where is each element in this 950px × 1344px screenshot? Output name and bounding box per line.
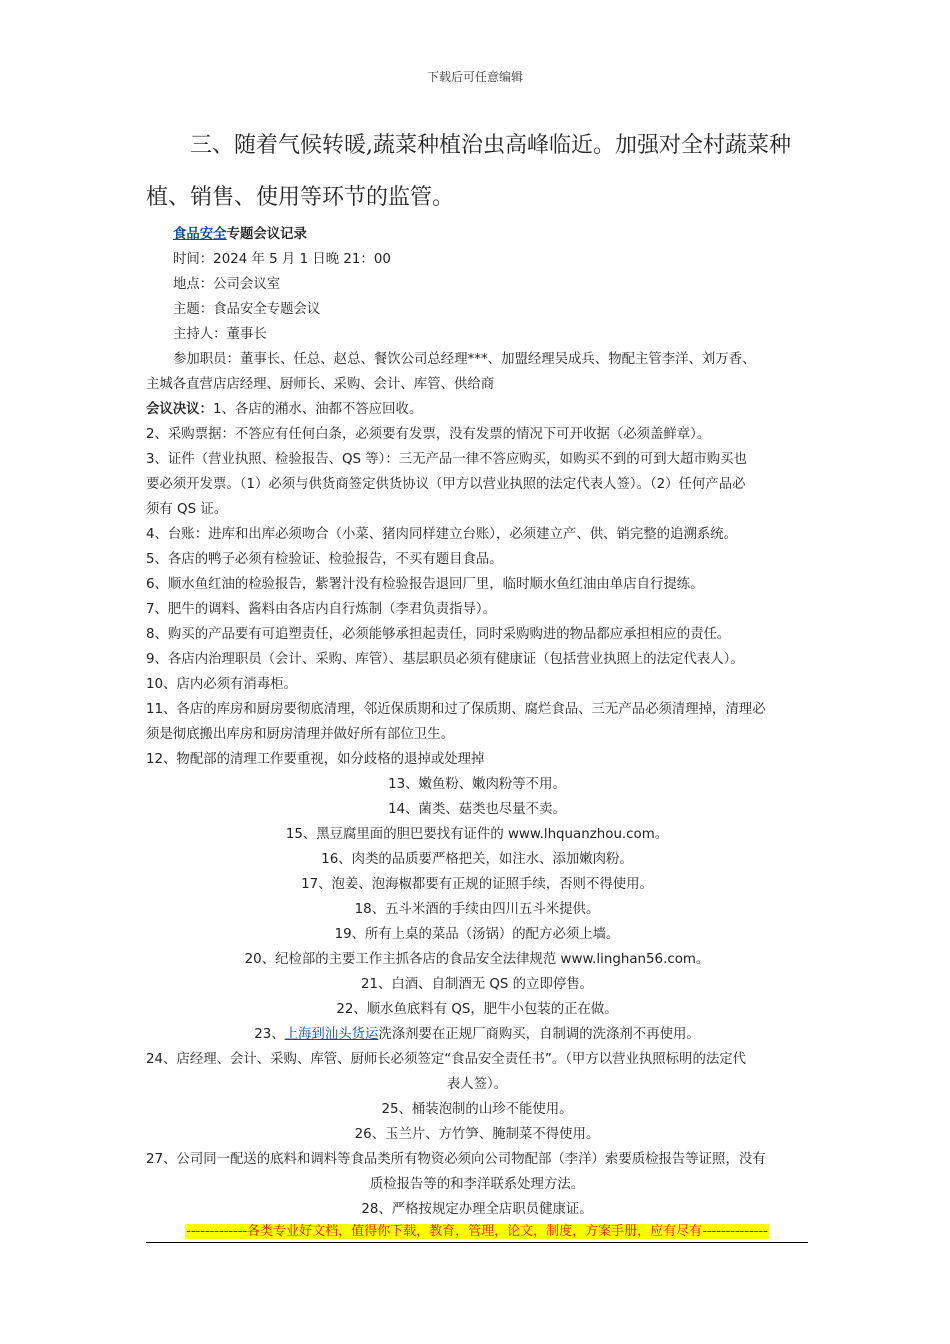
resolution-item-24-line-2: 表人签）。 bbox=[446, 1077, 508, 1092]
item23-text: 洗涤剂要在正规厂商购买，自制调的洗涤剂不再使用。 bbox=[378, 1027, 700, 1042]
title-text: 专题会议记录 bbox=[226, 227, 307, 242]
resolution-item: 7、肥牛的调料、酱料由各店内自行炼制（李君负责指导）。 bbox=[146, 602, 496, 617]
meta-attendees: 参加职员：董事长、任总、赵总、餐饮公司总经理***、加盟经理吴成兵、物配主管李洋、刘万香、 bbox=[173, 352, 756, 367]
resolution-item-24-line-1: 24、店经理、会计、采购、库管、厨师长必须签定“食品安全责任书”。（甲方以营业执照标明的法定代 bbox=[146, 1052, 747, 1067]
resolution-item: 14、菌类、菇类也尽量不卖。 bbox=[388, 802, 566, 817]
resolution-label: 会议决议： bbox=[146, 402, 213, 417]
resolution-item-27-line-2: 质检报告等的和李洋联系处理方法。 bbox=[369, 1177, 585, 1192]
resolution-item: 2、采购票据：不答应有任何白条，必须要有发票，没有发票的情况下可开收据（必须盖鲜章）。 bbox=[146, 427, 711, 442]
meta-time: 时间：2024 年 5 月 1 日晚 21：00 bbox=[173, 252, 391, 267]
resolution-item: 17、泡姜、泡海椒都要有正规的证照手续，否则不得使用。 bbox=[301, 877, 653, 892]
resolution-item: 3、证件（营业执照、检验报告、QS 等）：三无产品一律不答应购买，如购买不到的可到大超市购买也 bbox=[146, 452, 747, 467]
resolution-item: 须有 QS 证。 bbox=[146, 502, 228, 517]
footer-banner bbox=[146, 1220, 808, 1239]
resolution-item: 20、纪检部的主要工作主抓各店的食品安全法律规范 www.linghan56.com。 bbox=[244, 952, 710, 967]
resolution-item: 6、顺水鱼红油的检验报告，紫署汁没有检验报告退回厂里，临时顺水鱼红油由单店自行提练。 bbox=[146, 577, 704, 592]
resolution-item: 10、店内必须有消毒柜。 bbox=[146, 677, 297, 692]
document-body bbox=[146, 222, 808, 1222]
resolution-item: 9、各店内治理职员（会计、采购、库管）、基层职员必须有健康证（包括营业执照上的法定代表人）。 bbox=[146, 652, 744, 667]
resolution-item: 须是彻底搬出库房和厨房清理并做好所有部位卫生。 bbox=[146, 727, 454, 742]
resolution-text: 1、各店的潲水、油都不答应回收。 bbox=[212, 402, 423, 417]
resolution-item: 18、五斗米酒的手续由四川五斗米提供。 bbox=[354, 902, 600, 917]
resolution-item-27-line-1: 27、公司同一配送的底料和调料等食品类所有物资必须向公司物配部（李洋）索要质检报告等证照，没有 bbox=[146, 1152, 766, 1167]
footer-text: -------------各类专业好文档，值得你下载，教育，管理，论文，制度，方案手册，应有尽有-------------- bbox=[186, 1224, 768, 1239]
document-title bbox=[146, 222, 808, 247]
meta-attendees-cont: 主城各直营店店经理、厨师长、采购、会计、库管、供给商 bbox=[146, 377, 495, 392]
page-header: 下载后可任意编辑 bbox=[426, 70, 523, 84]
resolution-item: 13、嫩鱼粉、嫩肉粉等不用。 bbox=[388, 777, 566, 792]
resolution-item-23 bbox=[146, 1022, 808, 1047]
resolution-item: 25、桶装泡制的山珍不能使用。 bbox=[381, 1102, 573, 1117]
resolution-item: 8、购买的产品要有可追塑责任，必须能够承担起责任，同时采购购进的物品都应承担相应的责任。 bbox=[146, 627, 731, 642]
resolution-item: 26、玉兰片、方竹笋、腌制菜不得使用。 bbox=[354, 1127, 600, 1142]
intro-line-2: 植、销售、使用等环节的监管。 bbox=[146, 185, 455, 210]
title-link[interactable]: 食品安全 bbox=[173, 227, 227, 242]
meta-location: 地点：公司会议室 bbox=[173, 277, 281, 292]
meta-topic: 主题：食品安全专题会议 bbox=[173, 302, 321, 317]
meta-host: 主持人：董事长 bbox=[173, 327, 267, 342]
resolution-item: 4、台账：进库和出库必须吻合（小菜、猪肉同样建立台账），必须建立产、供、销完整的追溯系统。 bbox=[146, 527, 738, 542]
resolution-item: 16、肉类的品质要严格把关，如注水、添加嫩肉粉。 bbox=[321, 852, 633, 867]
resolution-item: 11、各店的库房和厨房要彻底清理，邻近保质期和过了保质期、腐烂食品、三无产品必须清理掉，清理必 bbox=[146, 702, 766, 717]
resolution-item: 22、顺水鱼底料有 QS，肥牛小包装的正在做。 bbox=[336, 1002, 618, 1017]
resolution-item: 5、各店的鸭子必须有检验证、检验报告，不买有题目食品。 bbox=[146, 552, 503, 567]
resolution-item: 15、黑豆腐里面的胆巴要找有证件的 www.lhquanzhou.com。 bbox=[285, 827, 669, 842]
resolution-item: 19、所有上桌的菜品（汤锅）的配方必须上墙。 bbox=[334, 927, 620, 942]
intro-line-1: 三、随着气候转暖,蔬菜种植治虫高峰临近。加强对全村蔬菜种 bbox=[190, 133, 791, 158]
resolution-item: 12、物配部的清理工作要重视，如分歧格的退掉或处理掉 bbox=[146, 752, 485, 767]
resolution-item-28: 28、严格按规定办理全店职员健康证。 bbox=[361, 1202, 593, 1217]
resolution-item: 要必须开发票。（1）必须与供货商签定供货协议（甲方以营业执照的法定代表人签）。（2）任何产品必 bbox=[146, 477, 746, 492]
resolution-item: 21、白酒、自制酒无 QS 的立即停售。 bbox=[360, 977, 594, 992]
resolution-item-1 bbox=[146, 397, 808, 422]
item23-link[interactable]: 上海到汕头货运 bbox=[284, 1027, 379, 1042]
item23-num: 23、 bbox=[254, 1027, 285, 1042]
footer-divider bbox=[146, 1242, 808, 1243]
